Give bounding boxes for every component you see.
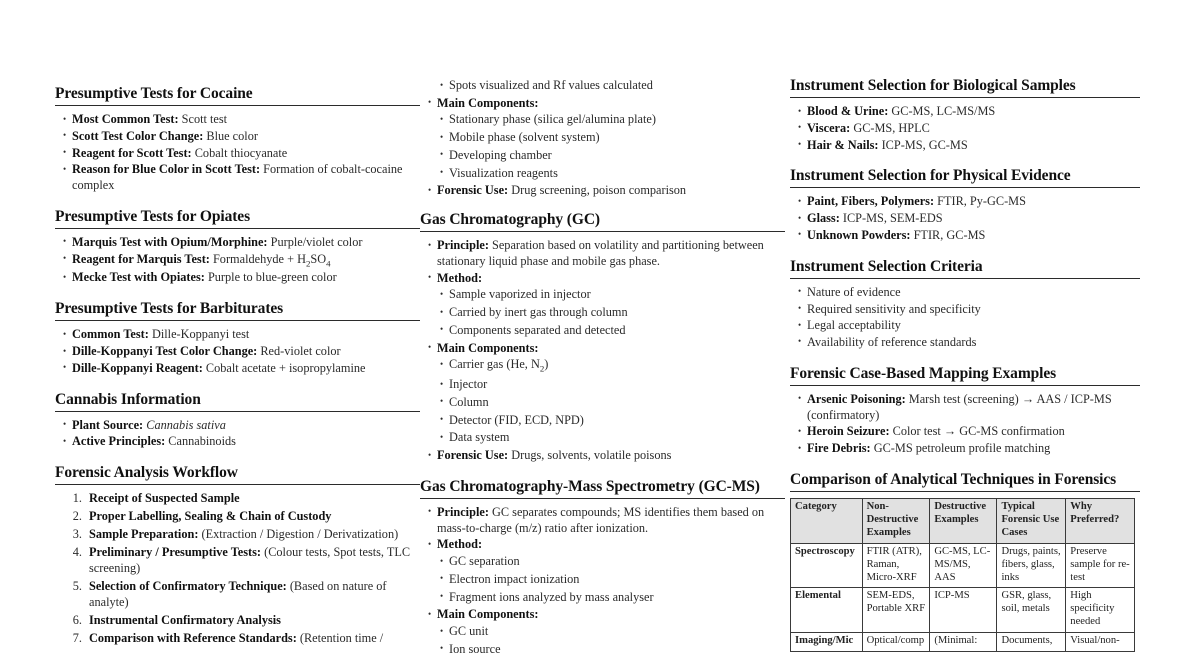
item-value: Scott test <box>178 112 228 127</box>
item-value: Purple to blue-green color <box>204 270 337 285</box>
heading-rule <box>790 97 1140 98</box>
table-row <box>791 588 1135 633</box>
sub-bullet-list <box>420 78 785 94</box>
item-label: Active Principles: <box>72 434 166 449</box>
step-label: Preliminary / Presumptive Tests: <box>89 545 262 560</box>
table-cell: ICP-MS <box>930 588 997 633</box>
bullet-list <box>790 285 1140 351</box>
list-item <box>428 448 785 464</box>
item-value: Cobalt acetate + isopropylamine <box>202 360 366 375</box>
table-cell: GSR, glass, soil, metals <box>997 588 1066 633</box>
table-cell: Visual/non- <box>1066 633 1135 652</box>
bullet-list <box>790 194 1140 243</box>
item-label: Main Components: <box>437 607 539 622</box>
bullet-list <box>55 235 420 286</box>
item-label: Hair & Nails: <box>807 137 879 152</box>
list-item: • GC separation <box>440 554 785 570</box>
item-label: Glass: <box>807 211 840 226</box>
list-item <box>798 424 1140 440</box>
list-item: • Carrier gas (He, $N_2$) <box>440 357 785 375</box>
item-value: Drug screening, poison comparison <box>508 183 687 198</box>
item-value: Separation based on volatility and partitioning between stationary liquid phase and mobile gas phase. <box>437 238 764 268</box>
list-item <box>63 146 420 162</box>
list-item: • Data system <box>440 430 785 446</box>
list-item: • Mobile phase (solvent system) <box>440 130 785 146</box>
heading-rule <box>55 228 420 229</box>
list-item: • Developing chamber <box>440 148 785 164</box>
item-label: Forensic Use: <box>437 183 509 198</box>
list-item: • Stationary phase (silica gel/alumina plate) <box>440 112 785 128</box>
list-item: • Availability of reference standards <box>798 335 1140 351</box>
bullet-list <box>420 183 785 199</box>
list-item: • Visualization reagents <box>440 166 785 182</box>
list-item <box>63 270 420 286</box>
bullet-list <box>55 112 420 194</box>
step-value: (Based on nature of analyte) <box>89 579 387 610</box>
item-value: Cannabis sativa <box>143 417 226 432</box>
item-label: Forensic Use: <box>437 448 509 463</box>
table-cell: SEM-EDS, Portable XRF <box>862 588 930 633</box>
list-item <box>63 344 420 360</box>
heading-rule <box>790 491 1140 492</box>
item-label: Mecke Test with Opiates: <box>72 270 205 285</box>
item-label: Principle: <box>437 238 489 253</box>
table-cell: Documents, <box>997 633 1066 652</box>
bullet-list <box>420 448 785 464</box>
item-label: Reagent for Marquis Test: <box>72 251 210 266</box>
list-item <box>798 121 1140 137</box>
table-cell: Drugs, paints, fibers, glass, inks <box>997 543 1066 588</box>
column-header: Why Preferred? <box>1066 498 1135 543</box>
item-label: Principle: <box>437 504 489 519</box>
list-item <box>428 271 785 287</box>
heading-rule <box>790 278 1140 279</box>
list-item <box>85 491 420 507</box>
item-label: Main Components: <box>437 95 539 110</box>
section-presumptive-tests-opiates <box>55 208 420 286</box>
bullet-list <box>420 505 785 553</box>
heading-rule <box>790 187 1140 188</box>
section-heading: Gas Chromatography (GC) <box>420 211 600 229</box>
item-label: Scott Test Color Change: <box>72 128 204 143</box>
item-value: FTIR, Py-GC-MS <box>934 194 1026 209</box>
table-cell: Preserve sample for re-test <box>1066 543 1135 588</box>
list-item: • Electron impact ionization <box>440 572 785 588</box>
section-tlc-continuation <box>420 78 785 199</box>
bullet-list <box>420 96 785 112</box>
list-item: • Nature of evidence <box>798 285 1140 301</box>
step-label: Proper Labelling, Sealing & Chain of Custody <box>89 509 332 524</box>
section-forensic-analysis-workflow <box>55 464 420 647</box>
list-item <box>85 545 420 577</box>
list-item: • Spots visualized and Rf values calculated <box>440 78 785 94</box>
list-item <box>63 235 420 251</box>
item-label: Method: <box>437 537 483 552</box>
bullet-list <box>55 327 420 376</box>
heading-rule <box>420 231 785 232</box>
item-label: Most Common Test: <box>72 112 179 127</box>
section-forensic-case-mapping <box>790 365 1140 457</box>
list-item <box>63 112 420 128</box>
item-value: Blue color <box>203 128 258 143</box>
section-instrument-selection-criteria <box>790 258 1140 351</box>
list-item <box>798 104 1140 120</box>
section-heading: Forensic Case-Based Mapping Examples <box>790 364 1057 382</box>
item-value: Cannabinoids <box>165 434 236 449</box>
step-value: (Retention time / <box>296 631 384 646</box>
list-item <box>428 183 785 199</box>
heading-rule <box>790 385 1140 386</box>
section-heading: Forensic Analysis Workflow <box>55 464 238 482</box>
section-comparison-of-analytical-techniques <box>790 471 1140 652</box>
column-header: Destructive Examples <box>930 498 997 543</box>
item-label: Unknown Powders: <box>807 227 911 242</box>
list-item <box>85 509 420 525</box>
right-column <box>790 0 1140 672</box>
list-item <box>798 211 1140 227</box>
bullet-list <box>420 341 785 357</box>
list-item <box>85 527 420 543</box>
column-header: Typical Forensic Use Cases <box>997 498 1066 543</box>
step-label: Selection of Confirmatory Technique: <box>89 579 287 594</box>
list-item <box>798 441 1140 457</box>
section-heading: Instrument Selection for Physical Evidence <box>790 167 1071 185</box>
item-value: Marsh test (screening) → AAS / ICP-MS (confirmatory) <box>807 391 1112 422</box>
list-item <box>85 579 420 611</box>
list-item: • Sample vaporized in injector <box>440 287 785 303</box>
list-item: • GC unit <box>440 624 785 640</box>
section-heading: Instrument Selection Criteria <box>790 257 983 275</box>
item-label: Arsenic Poisoning: <box>807 391 906 406</box>
item-value: GC-MS petroleum profile matching <box>870 441 1051 456</box>
item-label: Reason for Blue Color in Scott Test: <box>72 162 261 177</box>
list-item <box>428 505 785 536</box>
item-label: Dille-Koppanyi Reagent: <box>72 360 203 375</box>
list-item <box>798 228 1140 244</box>
bullet-list <box>420 238 785 286</box>
item-label: Heroin Seizure: <box>807 424 890 439</box>
list-item: • Column <box>440 395 785 411</box>
list-item: • Components separated and detected <box>440 323 785 339</box>
left-column <box>55 0 420 672</box>
table-cell: High specificity needed <box>1066 588 1135 633</box>
bullet-list <box>790 104 1140 153</box>
bullet-list <box>420 607 785 623</box>
item-value: ICP-MS, SEM-EDS <box>839 211 943 226</box>
item-label: Common Test: <box>72 327 149 342</box>
column-header: Non-Destructive Examples <box>862 498 930 543</box>
heading-rule <box>55 484 420 485</box>
list-item: • Fragment ions analyzed by mass analyser <box>440 590 785 606</box>
item-label: Dille-Koppanyi Test Color Change: <box>72 344 258 359</box>
item-value: Drugs, solvents, volatile poisons <box>508 448 672 463</box>
item-value: GC-MS, HPLC <box>850 120 930 135</box>
list-item <box>428 537 785 553</box>
step-label: Comparison with Reference Standards: <box>89 631 297 646</box>
section-heading: Comparison of Analytical Techniques in Forensics <box>790 470 1117 488</box>
sub-bullet-list <box>420 554 785 605</box>
item-value: Color test → GC-MS confirmation <box>889 424 1065 439</box>
list-item <box>428 96 785 112</box>
table-row <box>791 543 1135 588</box>
list-item <box>428 238 785 269</box>
section-heading: Gas Chromatography-Mass Spectrometry (GC-MS) <box>420 477 760 495</box>
list-item <box>798 138 1140 154</box>
list-item: • Injector <box>440 377 785 393</box>
item-label: Paint, Fibers, Polymers: <box>807 194 935 209</box>
list-item: • Detector (FID, ECD, NPD) <box>440 413 785 429</box>
table-cell: Imaging/Mic <box>791 633 863 652</box>
bullet-list <box>55 418 420 450</box>
item-value-formula: Formaldehyde + $H_2SO_4$ <box>209 251 331 269</box>
list-item <box>428 607 785 623</box>
list-item: • Legal acceptability <box>798 318 1140 334</box>
comparison-table <box>790 498 1135 652</box>
table-header-row <box>791 498 1135 543</box>
item-value: Red-violet color <box>257 344 341 359</box>
section-heading: Presumptive Tests for Barbiturates <box>55 300 284 318</box>
list-item <box>428 341 785 357</box>
list-item: • Ion source <box>440 642 785 658</box>
step-value: (Extraction / Digestion / Derivatization) <box>198 527 399 542</box>
heading-rule <box>55 105 420 106</box>
step-label: Sample Preparation: <box>89 527 199 542</box>
item-label: Fire Debris: <box>807 441 871 456</box>
section-gas-chromatography <box>420 211 785 464</box>
sub-bullet-list <box>420 287 785 338</box>
section-instrument-selection-physical-evidence <box>790 167 1140 243</box>
table-cell: (Minimal: <box>930 633 997 652</box>
table-cell: Elemental <box>791 588 863 633</box>
item-label: Main Components: <box>437 340 539 355</box>
item-value: Formation of cobalt-cocaine complex <box>72 162 403 193</box>
step-label: Instrumental Confirmatory Analysis <box>89 613 281 628</box>
numbered-list <box>55 491 420 647</box>
heading-rule <box>55 320 420 321</box>
bullet-list <box>790 392 1140 457</box>
list-item <box>63 434 420 450</box>
item-label: Reagent for Scott Test: <box>72 145 192 160</box>
sub-bullet-list <box>420 112 785 181</box>
list-item <box>63 129 420 145</box>
item-value: GC-MS, LC-MS/MS <box>888 104 996 119</box>
step-label: Receipt of Suspected Sample <box>89 491 240 506</box>
list-item <box>85 631 420 647</box>
table-cell: Optical/comp <box>862 633 930 652</box>
table-row <box>791 633 1135 652</box>
middle-column <box>420 0 785 672</box>
list-item <box>63 361 420 377</box>
list-item <box>85 613 420 629</box>
sub-bullet-list <box>420 624 785 657</box>
section-gas-chromatography-mass-spectrometry <box>420 478 785 658</box>
table-cell: Spectroscopy <box>791 543 863 588</box>
list-item: • Carried by inert gas through column <box>440 305 785 321</box>
heading-rule <box>55 411 420 412</box>
list-item <box>63 252 420 270</box>
item-value: ICP-MS, GC-MS <box>878 137 968 152</box>
list-item <box>63 162 420 193</box>
sub-bullet-list <box>420 357 785 446</box>
section-presumptive-tests-barbiturates <box>55 300 420 376</box>
section-heading: Cannabis Information <box>55 390 201 408</box>
item-label: Marquis Test with Opium/Morphine: <box>72 234 268 249</box>
list-item <box>63 418 420 434</box>
item-label: Viscera: <box>807 120 851 135</box>
section-presumptive-tests-cocaine <box>55 85 420 194</box>
table-cell: FTIR (ATR), Raman, Micro-XRF <box>862 543 930 588</box>
section-heading: Instrument Selection for Biological Samples <box>790 77 1076 94</box>
section-instrument-selection-biological <box>790 77 1140 153</box>
list-item <box>798 392 1140 423</box>
item-value: Dille-Koppanyi test <box>148 327 250 342</box>
list-item: • Required sensitivity and specificity <box>798 302 1140 318</box>
section-cannabis-information <box>55 391 420 451</box>
heading-rule <box>420 498 785 499</box>
table-cell: GC-MS, LC-MS/MS, AAS <box>930 543 997 588</box>
item-value: Purple/violet color <box>267 234 363 249</box>
item-label: Method: <box>437 270 483 285</box>
item-label: Blood & Urine: <box>807 104 889 119</box>
item-label: Plant Source: <box>72 417 144 432</box>
column-header: Category <box>791 498 863 543</box>
section-heading: Presumptive Tests for Cocaine <box>55 85 253 102</box>
step-value: (Colour tests, Spot tests, TLC screening) <box>89 545 411 576</box>
item-value: Cobalt thiocyanate <box>191 145 288 160</box>
list-item <box>63 327 420 343</box>
list-item <box>798 194 1140 210</box>
item-value: FTIR, GC-MS <box>910 227 986 242</box>
section-heading: Presumptive Tests for Opiates <box>55 207 251 225</box>
item-value: GC separates compounds; MS identifies them based on mass-to-charge (m/z) ratio after ionization. <box>437 504 765 535</box>
